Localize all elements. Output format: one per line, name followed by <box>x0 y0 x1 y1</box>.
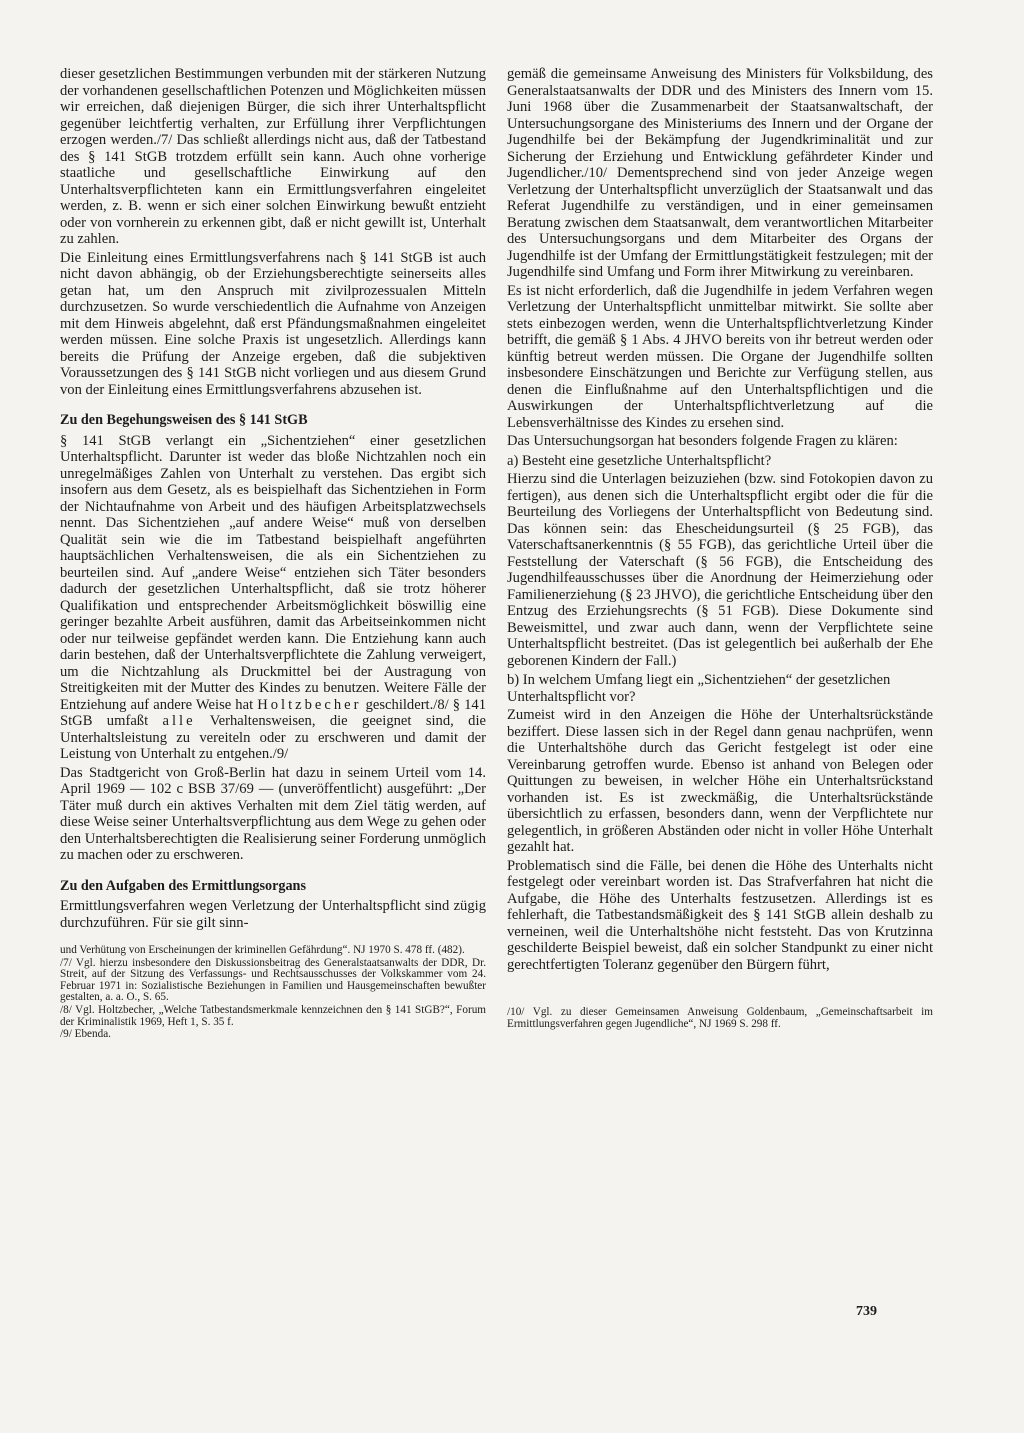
paragraph: Zumeist wird in den Anzeigen die Höhe der Unterhaltsrückstände beziffert. Diese lassen sich in der Regel dann genau nachprüfen, wenn die Unterhaltshöhe durch das Gericht festgelegt ist oder eine Vereinbarung getroffen wurde. Ebenso ist anhand von Belegen oder Quittungen zu beweisen, in welcher Höhe ein Unterhaltsrückstand vorhanden ist. Es ist zweckmäßig, die Unterhaltsrückstände übersichtlich zu erfassen, besonders dann, wenn der Verpflichtete nur gelegentlich, in größeren Abständen oder nicht in voller Höhe Unterhalt gezahlt hat. <box>507 707 933 855</box>
paragraph: dieser gesetzlichen Bestimmungen verbunden mit der stärkeren Nutzung der vorhandenen gesellschaftlichen Potenzen und Möglichkeiten müssen wir erreichen, daß diejenigen Bürger, die sich ihrer Unterhaltspflicht gegenüber leichtfertig verhalten, zur Erfüllung ihrer Verpflichtungen erzogen werden./7/ Das schließt allerdings nicht aus, daß der Tatbestand des § 141 StGB trotzdem erfüllt sein kann. Auch ohne vorherige staatliche und gesellschaftliche Einwirkung auf den Unterhaltsverpflichteten kann ein Ermittlungsverfahren eingeleitet werden, z. B. wenn er sich einer solchen Einwirkung bewußt entzieht oder von vornherein zu erkennen gibt, daß er nicht gewillt ist, Unterhalt zu zahlen. <box>60 66 486 247</box>
left-column <box>60 66 486 1042</box>
text-run: § 141 StGB verlangt ein „Sichentziehen“ einer gesetzlichen Unterhaltspflicht. Darunter ist weder das bloße Nichtzahlen noch ein unregelmäßiges Zahlen von Unterhalt zu verstehen. Das ergibt sich insofern aus dem Gesetz, als es beispielhaft das Sichentziehen in Form der Nichtaufnahme von Arbeit und des häufigen Arbeitsplatzwechsels nennt. Das Sichentziehen „auf andere Weise“ muß von derselben Qualität sein wie die im Tatbestand beispielhaft angeführten hauptsächlichen Verhaltensweisen, die als ein Sichentziehen zu beurteilen sind. Auf „andere Weise“ entziehen sich Täter besonders dadurch der gesetzlichen Unterhaltspflicht, daß sie trotz höherer Qualifikation und entsprechender Arbeitsmöglichkeit böswillig eine geringer bezahlte Arbeit ausführen, damit das Arbeitseinkommen nicht oder nur teilweise gepfändet werden kann. Die Entziehung kann auch darin bestehen, daß der Unterhaltsverpflichtete die Zahlung verweigert, um die Nichtzahlung als Druckmittel bei der Austragung von Streitigkeiten mit der Mutter des Kindes zu benutzen. Weitere Fälle der Entziehung auf andere Weise hat <box>60 432 486 713</box>
text-run: Verhaltensweisen, die geeignet sind, die Unterhaltsleistung zu vereiteln oder zu erschweren und damit der Leistung von Unterhalt zu entgehen./9/ <box>60 713 486 762</box>
question-a: a) Besteht eine gesetzliche Unterhaltspflicht? <box>507 452 772 469</box>
footnote: /7/ Vgl. hierzu insbesondere den Diskussionsbeitrag des Generalstaatsanwalts der DDR, Dr. Streit, auf der Sitzung des Verfassungs- und Rechtsausschusses der Volkskammer vom 24. Februar 1971 in: Sozialistische Beziehungen in Familien und Hausgemeinschaften bewußter gestalten, a. a. O., S. 65. <box>60 956 486 1004</box>
question-b: b) In welchem Umfang liegt ein „Sichentziehen“ der gesetzlichen Unterhaltspflicht vor? <box>507 672 891 705</box>
page-number: 739 <box>856 1304 877 1319</box>
footnote: und Verhütung von Erscheinungen der kriminellen Gefährdung“. NJ 1970 S. 478 ff. (482). <box>60 944 465 956</box>
footnote: /9/ Ebenda. <box>60 1028 111 1041</box>
spaced-name: Holtzbecher <box>257 696 362 713</box>
footnote: /8/ Vgl. Holtzbecher, „Welche Tatbestandsmerkmale kennzeichnen den § 141 StGB?“, Forum der Kriminalistik 1969, Heft 1, S. 35 f. <box>60 1003 486 1028</box>
section-heading: Zu den Aufgaben des Ermittlungsorgans <box>60 877 306 894</box>
paragraph: Das Untersuchungsorgan hat besonders folgende Fragen zu klären: <box>507 433 898 449</box>
paragraph: Es ist nicht erforderlich, daß die Jugendhilfe in jedem Verfahren wegen Verletzung der Unterhaltspflicht unmittelbar mitwirkt. Sie sollte aber stets einbezogen werden, wenn die Unterhaltspflichtverletzung Kinder betrifft, die gemäß § 1 Abs. 4 JHVO bereits von ihr betreut werden oder künftig betreut werden müssen. Die Organe der Jugendhilfe sollten insbesondere Einschätzungen und Berichte zur Verfügung stellen, aus denen die Einflußnahme auf den Unterhaltspflichtigen und die Auswirkungen der Unterhaltspflichtverletzung auf die Lebensverhältnisse des Kindes zu ersehen sind. <box>507 282 933 431</box>
paragraph: Problematisch sind die Fälle, bei denen die Höhe des Unterhalts nicht festgelegt oder vereinbart worden ist. Das Strafverfahren hat nicht die Aufgabe, die Höhe des Unterhalts festzusetzen. Allerdings ist es fehlerhaft, die Tatbestandsmäßigkeit des § 141 StGB allein deshalb zu verneinen, weil die Unterhaltshöhe nicht feststeht. Das von Krutzinna geschilderte Beispiel beweist, daß ein solcher Standpunkt zu einer nicht gerechtfertigten Toleranz gegenüber den Bürgern führt, <box>507 857 933 973</box>
section-heading: Zu den Begehungsweisen des § 141 StGB <box>60 412 308 428</box>
paragraph: gemäß die gemeinsame Anweisung des Ministers für Volksbildung, des Generalstaatsanwalts der DDR und des Ministers des Innern vom 15. Juni 1968 über die Zusammenarbeit der Staatsanwaltschaft, der Untersuchungsorgane des Ministeriums des Innern und der Organe der Jugendhilfe bei der Bekämpfung der Jugendkriminalität und zur Sicherung der Erziehung und Entwicklung gefährdeter Kinder und Jugendlicher./10/ Dementsprechend sind von jeder Anzeige wegen Verletzung der Unterhaltspflicht unverzüglich der Staatsanwalt und das Referat Jugendhilfe zu verständigen, und in einer gemeinsamen Beratung zwischen dem Staatsanwalt, dem verantwortlichen Mitarbeiter des Untersuchungsorgans und dem Mitarbeiter des Organs der Jugendhilfe ist der Umfang der Ermittlungstätigkeit festzulegen; mit der Jugendhilfe sind Umfang und Form ihrer Mitwirkung zu vereinbaren. <box>507 66 933 280</box>
paragraph <box>60 433 486 763</box>
paragraph: Ermittlungsverfahren wegen Verletzung der Unterhaltspflicht sind zügig durchzuführen. Für sie gilt sinn- <box>60 898 486 931</box>
right-column <box>507 66 933 1031</box>
footnote: /10/ Vgl. zu dieser Gemeinsamen Anweisung Goldenbaum, „Gemeinschaftsarbeit im Ermittlungsverfahren gegen Jugendliche“, NJ 1969 S. 298 ff. <box>507 1006 933 1030</box>
spaced-word: alle <box>162 713 196 729</box>
text-run: geschildert./8/ § 141 StGB umfaßt <box>60 696 486 729</box>
footnotes <box>60 945 486 1041</box>
paragraph: Die Einleitung eines Ermittlungsverfahrens nach § 141 StGB ist auch nicht davon abhängig, ob der Erziehungsberechtigte seinerseits alles getan hat, um den Anspruch mit zivilprozessualen Mitteln durchzusetzen. So wurde verschiedentlich die Aufnahme von Anzeigen mit dem Hinweis abgelehnt, daß erst Pfändungsmaßnahmen eingeleitet werden müssen. Eine solche Praxis ist ungesetzlich. Allerdings kann bereits die Prüfung der Anzeige ergeben, daß die subjektiven Voraussetzungen des § 141 StGB nicht vorliegen und aus diesem Grund von der Einleitung eines Ermittlungsverfahrens abzusehen ist. <box>60 249 486 398</box>
paragraph: Das Stadtgericht von Groß-Berlin hat dazu in seinem Urteil vom 14. April 1969 — 102 c BSB 37/69 — (unveröffentlicht) ausgeführt: „Der Täter muß durch ein aktives Verhalten mit dem Ziel tätig werden, auf diese Weise seiner Unterhaltsverpflichtung aus dem Wege zu gehen oder den Unterhaltsberechtigten die Realisierung seiner Forderung unmöglich zu machen oder zu erschweren. <box>60 764 486 863</box>
paragraph: Hierzu sind die Unterlagen beizuziehen (bzw. sind Fotokopien davon zu fertigen), aus denen sich die Unterhaltspflicht ergibt oder die für die Beurteilung des Vorliegens der Unterhaltspflicht von Bedeutung sind. Das können sein: das Ehescheidungsurteil (§ 25 FGB), das Vaterschaftsanerkenntnis (§ 55 FGB), das gerichtliche Urteil über die Feststellung der Vaterschaft (§ 56 FGB), die Entscheidung des Jugendhilfeausschusses über die Anordnung der Heimerziehung oder Familienerziehung (§ 23 JHVO), die gerichtliche Entscheidung über den Entzug des Erziehungsrechts (§ 51 FGB). Diese Dokumente sind Beweismittel, und zwar auch dann, wenn der Verpflichtete seine Unterhaltspflicht bestreitet. (Das ist gelegentlich bei außerhalb der Ehe geborenen Kindern der Fall.) <box>507 471 933 669</box>
